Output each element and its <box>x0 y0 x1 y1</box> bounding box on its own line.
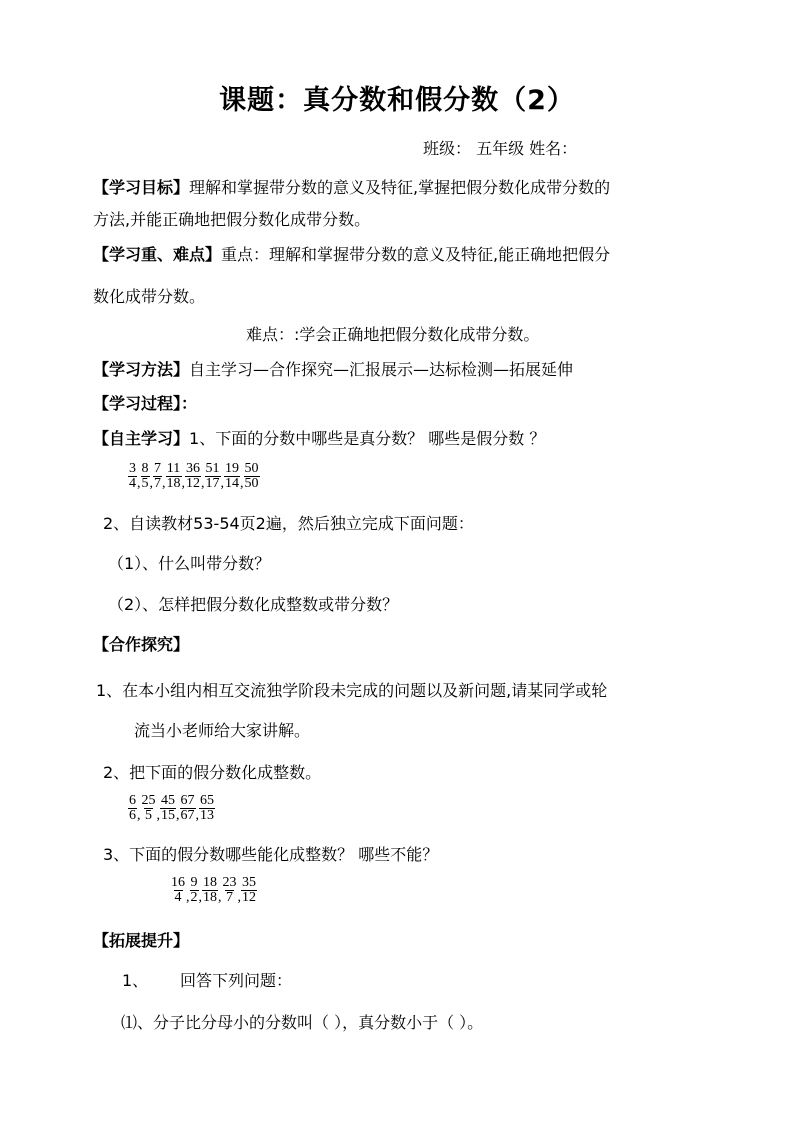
method-header: 【学习方法】 <box>93 360 190 379</box>
fraction <box>205 462 221 491</box>
fraction-list-1 <box>128 462 260 491</box>
fraction-separator: , <box>176 808 180 823</box>
fraction <box>141 462 150 491</box>
fraction-separator: , <box>201 476 205 491</box>
fraction-numerator: 45 <box>161 793 175 808</box>
fraction <box>199 794 215 823</box>
self-q2b: （2）、怎样把假分数化成整数或带分数？ <box>108 595 399 614</box>
page-title: 课题：真分数和假分数（2） <box>219 85 575 116</box>
fraction-denominator: 18 <box>166 476 181 491</box>
fraction-numerator: 3 <box>129 461 136 476</box>
fraction-separator: , <box>137 808 141 823</box>
fraction-numerator: 11 <box>166 461 181 476</box>
self-q2: 2、自读教材53-54页2遍，然后独立完成下面问题： <box>103 514 474 533</box>
goal-text-1: 理解和掌握带分数的意义及特征,掌握把假分数化成带分数的 <box>189 178 611 197</box>
self-header: 【自主学习】 <box>93 429 190 448</box>
extend-q1-text: 回答下列问题： <box>180 971 293 990</box>
fraction-numerator: 19 <box>225 461 239 476</box>
fraction-separator: , <box>237 890 241 905</box>
key-text-1: 重点：理解和掌握带分数的意义及特征,能正确地把假分 <box>221 245 611 264</box>
fraction-denominator: 15 <box>161 808 175 823</box>
fraction-separator: , <box>218 890 222 905</box>
coop-q3: 3、下面的假分数哪些能化成整数？ 哪些不能？ <box>103 845 439 864</box>
fraction-denominator: 4 <box>129 476 136 491</box>
fraction <box>222 876 238 905</box>
fraction-separator: , <box>198 890 202 905</box>
fraction-denominator: 5 <box>141 476 149 491</box>
fraction <box>202 876 218 905</box>
fraction-denominator: 14 <box>225 476 239 491</box>
process-header: 【学习过程】： <box>93 394 198 413</box>
fraction-denominator: 6 <box>129 808 136 823</box>
fraction-numerator: 67 <box>180 793 195 808</box>
method-text: 自主学习—合作探究—汇报展示—达标检测—拓展延伸 <box>189 360 574 379</box>
fraction-separator: , <box>240 476 244 491</box>
fraction-numerator: 8 <box>141 461 149 476</box>
fraction-numerator: 25 <box>141 793 156 808</box>
fraction <box>160 794 176 823</box>
fraction <box>166 462 182 491</box>
fraction <box>190 876 199 905</box>
extend-q1a: ⑴、分子比分母小的分数叫（ ），真分数小于（ ）。 <box>121 1013 484 1032</box>
fraction-denominator: 12 <box>242 890 256 905</box>
fraction <box>141 794 157 823</box>
fraction-list-3 <box>170 876 257 905</box>
goal-text-2: 方法,并能正确地把假分数化成带分数。 <box>93 210 371 229</box>
fraction-denominator: 12 <box>186 476 200 491</box>
method-line <box>93 359 573 381</box>
fraction <box>180 794 196 823</box>
coop-q1b: 流当小老师给大家讲解。 <box>134 721 311 740</box>
fraction-numerator: 9 <box>190 875 198 890</box>
extend-q1-num: 1、 <box>122 971 149 990</box>
coop-q2: 2、把下面的假分数化成整数。 <box>103 763 322 782</box>
fraction <box>241 876 257 905</box>
fraction <box>244 462 260 491</box>
fraction-denominator: 2 <box>190 890 198 905</box>
coop-header: 【合作探究】 <box>93 635 190 654</box>
key-header: 【学习重、难点】 <box>93 245 222 264</box>
self-line-1 <box>93 428 545 450</box>
fraction-denominator: 50 <box>244 476 259 491</box>
fraction-numerator: 7 <box>154 461 161 476</box>
fraction-denominator: 17 <box>205 476 220 491</box>
fraction-denominator: 5 <box>145 808 152 823</box>
fraction-numerator: 35 <box>242 875 256 890</box>
fraction-denominator: 67 <box>180 808 195 823</box>
fraction <box>128 462 137 491</box>
fraction <box>224 462 240 491</box>
fraction-separator: , <box>137 476 141 491</box>
fraction-numerator: 6 <box>129 793 136 808</box>
fraction-denominator: 7 <box>226 890 233 905</box>
fraction-separator: , <box>220 476 224 491</box>
fraction-denominator: 13 <box>200 808 214 823</box>
fraction <box>170 876 186 905</box>
self-q2a: （1）、什么叫带分数？ <box>108 554 271 573</box>
fraction <box>185 462 201 491</box>
goal-header: 【学习目标】 <box>93 178 190 197</box>
fraction <box>128 794 137 823</box>
fraction-list-2 <box>128 794 215 823</box>
fraction-numerator: 65 <box>200 793 214 808</box>
self-q1: 1、下面的分数中哪些是真分数？ 哪些是假分数 ？ <box>189 429 546 448</box>
fraction-numerator: 36 <box>186 461 200 476</box>
class-name-line: 班级： 五年级 姓名： <box>423 139 578 158</box>
fraction-separator: , <box>156 808 160 823</box>
extend-header: 【拓展提升】 <box>93 931 190 950</box>
fraction-separator: , <box>195 808 199 823</box>
fraction-numerator: 50 <box>244 461 259 476</box>
fraction-denominator: 7 <box>154 476 161 491</box>
fraction-numerator: 18 <box>203 875 217 890</box>
goal-line-1 <box>93 177 610 199</box>
fraction-numerator: 16 <box>171 875 185 890</box>
key-text-3: 难点：:学会正确地把假分数化成带分数。 <box>246 325 540 344</box>
fraction-separator: , <box>162 476 166 491</box>
fraction-separator: , <box>186 890 190 905</box>
key-text-2: 数化成带分数。 <box>93 287 206 306</box>
fraction-numerator: 51 <box>205 461 220 476</box>
key-line-1 <box>93 244 610 266</box>
fraction-denominator: 18 <box>203 890 217 905</box>
fraction-separator: , <box>181 476 185 491</box>
fraction-numerator: 23 <box>222 875 237 890</box>
fraction-separator: , <box>149 476 153 491</box>
coop-q1a: 1、在本小组内相互交流独学阶段未完成的问题以及新问题,请某同学或轮 <box>96 681 608 700</box>
fraction-denominator: 4 <box>174 890 182 905</box>
fraction <box>153 462 162 491</box>
